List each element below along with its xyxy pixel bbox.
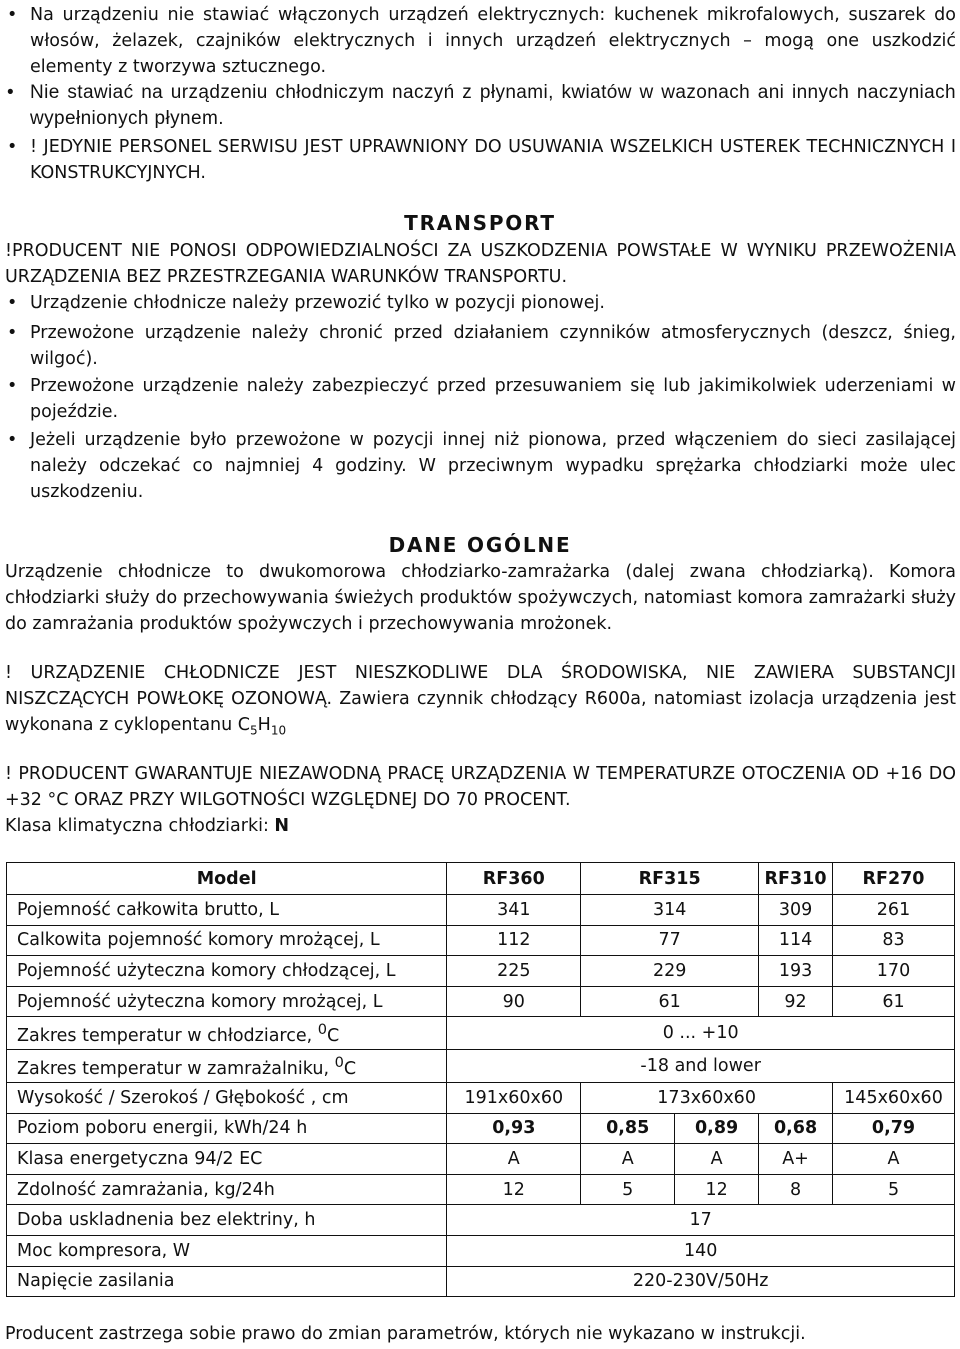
table-cell: 0,79 (833, 1113, 955, 1144)
table-header-cell: RF360 (447, 863, 581, 895)
warning-mark: ! (5, 663, 13, 683)
table-row (7, 1083, 955, 1114)
transport-bullet-secure: • Przewożone urządzenie należy zabezpieczyć przed przesuwaniem się lub jakimikolwiek uderzeniami w pojeździe. (5, 373, 956, 425)
row-label: Pojemność użyteczna komory mrożącej, L (7, 986, 447, 1017)
bullet-icon: • (7, 82, 15, 103)
table-cell: 225 (447, 956, 581, 987)
footer-note: Producent zastrzega sobie prawo do zmian parametrów, których nie wykazano w instrukcji. (5, 1324, 806, 1344)
table-cell: 140 (447, 1236, 955, 1267)
table-cell: 220-230V/50Hz (447, 1266, 955, 1297)
table-cell: 191x60x60 (447, 1083, 581, 1114)
table-cell: 112 (447, 925, 581, 956)
table-cell: -18 and lower (447, 1050, 955, 1083)
table-cell: 8 (759, 1174, 833, 1205)
row-label: Pojemność użyteczna komory chłodzącej, L (7, 956, 447, 987)
table-cell: A+ (759, 1144, 833, 1175)
bullet-icon: • (7, 323, 18, 343)
table-cell: 77 (581, 925, 759, 956)
transport-warning: !PRODUCENT NIE PONOSI ODPOWIEDZIALNOŚCI ZA USZKODZENIA POWSTAŁE W WYNIKU PRZEWOŻENIA URZĄDZENIA BEZ PRZESTRZEGANIA WARUNKÓW TRANSPORTU. (5, 241, 956, 287)
table-header-cell: Model (7, 863, 447, 895)
row-label: Poziom poboru energii, kWh/24 h (7, 1113, 447, 1144)
row-label: Pojemność całkowita brutto, L (7, 895, 447, 926)
table-cell: 314 (581, 895, 759, 926)
table-row (7, 1174, 955, 1205)
table-row (7, 1017, 955, 1050)
table-header-cell: RF310 (759, 863, 833, 895)
table-cell: 0 ... +10 (447, 1017, 955, 1050)
table-row (7, 1144, 955, 1175)
table-cell: A (447, 1144, 581, 1175)
table-row (7, 1266, 955, 1297)
table-row (7, 1113, 955, 1144)
table-header-row (7, 863, 955, 895)
row-label: Napięcie zasilania (7, 1266, 447, 1297)
table-cell: 0,89 (675, 1113, 759, 1144)
bullet-item-liquids: • Nie stawiać na urządzeniu chłodniczym naczyń z płynami, kwiatów w wazonach ani innych naczyniach wypełnionych płynem. (7, 82, 956, 129)
bullet-icon: • (7, 430, 18, 450)
eco-warning: URZĄDZENIE CHŁODNICZE JEST NIESZKODLIWE DLA ŚRODOWISKA, NIE ZAWIERA SUBSTANCJI NISZCZĄCYCH POWŁOKĘ OZONOWĄ. (5, 663, 956, 709)
table-cell: A (675, 1144, 759, 1175)
table-cell: 229 (581, 956, 759, 987)
bullet-icon: • (7, 5, 18, 25)
transport-bullet-wait: • Jeżeli urządzenie było przewożone w pozycji innej niż pionowa, przed włączeniem do sieci zasilającej należy odczekać co najmniej 4 godziny. W przeciwnym wypadku sprężarka chłodziarki może ulec uszkodzeniu. (5, 427, 956, 505)
eco-paragraph: ! URZĄDZENIE CHŁODNICZE JEST NIESZKODLIWE DLA ŚRODOWISKA, NIE ZAWIERA SUBSTANCJI NISZCZĄCYCH POWŁOKĘ OZONOWĄ. Zawiera czynnik chłodzący R600a, natomiast izolacja urządzenia jest wykonana z cyklopentanu $C_5H_{10}$ (5, 663, 956, 738)
table-cell: 309 (759, 895, 833, 926)
table-cell: 12 (675, 1174, 759, 1205)
table-row (7, 925, 955, 956)
table-cell: 61 (581, 986, 759, 1017)
warning-mark: ! (5, 764, 13, 784)
table-cell: A (581, 1144, 675, 1175)
table-cell: 173x60x60 (581, 1083, 833, 1114)
table-cell: 145x60x60 (833, 1083, 955, 1114)
general-intro: Urządzenie chłodnicze to dwukomorowa chłodziarko-zamrażarka (dalej zwana chłodziarką). Komora chłodziarki służy do przechowywania świeżych produktów spożywczych, natomiast komora zamrażarki służy do zamrażania produktów spożywczych i przechowywania mrożonek. (5, 562, 956, 634)
table-cell: 0,93 (447, 1113, 581, 1144)
bullet-item-electrical: • Na urządzeniu nie stawiać włączonych urządzeń elektrycznych: kuchenek mikrofalowych, suszarek do włosów, żelazek, czajników elektrycznych i innych urządzeń elektrycznych – mogą one uszkodzić elementy z tworzywa sztucznego. (5, 2, 956, 80)
transport-heading: TRANSPORT (404, 211, 556, 235)
table-row (7, 895, 955, 926)
table-cell: 12 (447, 1174, 581, 1205)
table-row (7, 956, 955, 987)
bullet-icon: • (7, 137, 18, 157)
specification-table (6, 862, 955, 1297)
bullet-icon: • (7, 376, 18, 396)
general-heading: DANE OGÓLNE (388, 533, 572, 557)
table-cell: 170 (833, 956, 955, 987)
row-label: Zakres temperatur w chłodziarce, $^0$C (7, 1017, 447, 1050)
table-cell: 83 (833, 925, 955, 956)
table-cell: 261 (833, 895, 955, 926)
table-cell: 17 (447, 1205, 955, 1236)
table-cell: 0,68 (759, 1113, 833, 1144)
table-row (7, 1205, 955, 1236)
climate-class-value: N (274, 816, 290, 836)
row-label: Calkowita pojemność komory mrożącej, L (7, 925, 447, 956)
row-label: Zakres temperatur w zamrażalniku, $^0$C (7, 1050, 447, 1083)
table-cell: 61 (833, 986, 955, 1017)
table-cell: 90 (447, 986, 581, 1017)
table-cell: 5 (833, 1174, 955, 1205)
row-label: Zdolność zamrażania, kg/24h (7, 1174, 447, 1205)
table-cell: 193 (759, 956, 833, 987)
transport-bullet-vertical: • Urządzenie chłodnicze należy przewozić tylko w pozycji pionowej. (5, 290, 956, 316)
table-cell: 5 (581, 1174, 675, 1205)
table-cell: 341 (447, 895, 581, 926)
table-cell: A (833, 1144, 955, 1175)
table-row (7, 1050, 955, 1083)
warning-mark: ! (5, 241, 13, 261)
row-label: Wysokość / Szerokoś / Głębokość , cm (7, 1083, 447, 1114)
row-label: Doba uskladnenia bez elektriny, h (7, 1205, 447, 1236)
table-header-cell: RF315 (581, 863, 759, 895)
climate-class: Klasa klimatyczna chłodziarki: N (5, 816, 290, 836)
table-row (7, 1236, 955, 1267)
table-header-cell: RF270 (833, 863, 955, 895)
row-label: Klasa energetyczna 94/2 EC (7, 1144, 447, 1175)
table-row (7, 986, 955, 1017)
table-cell: 114 (759, 925, 833, 956)
bullet-item-service: • ! JEDYNIE PERSONEL SERWISU JEST UPRAWNIONY DO USUWANIA WSZELKICH USTEREK TECHNICZNYCH I KONSTRUKCYJNYCH. (5, 134, 956, 186)
warning-mark: ! (30, 137, 38, 157)
table-cell: 0,85 (581, 1113, 675, 1144)
bullet-icon: • (7, 293, 18, 313)
transport-bullet-weather: • Przewożone urządzenie należy chronić przed działaniem czynników atmosferycznych (deszcz, śnieg, wilgoć). (5, 320, 956, 372)
temperature-warning: ! PRODUCENT GWARANTUJE NIEZAWODNĄ PRACĘ URZĄDZENIA W TEMPERATURZE OTOCZENIA OD +16 DO +32 °C ORAZ PRZY WILGOTNOŚCI WZGLĘDNEJ DO 70 PROCENT. (5, 764, 956, 810)
table-cell: 92 (759, 986, 833, 1017)
row-label: Moc kompresora, W (7, 1236, 447, 1267)
